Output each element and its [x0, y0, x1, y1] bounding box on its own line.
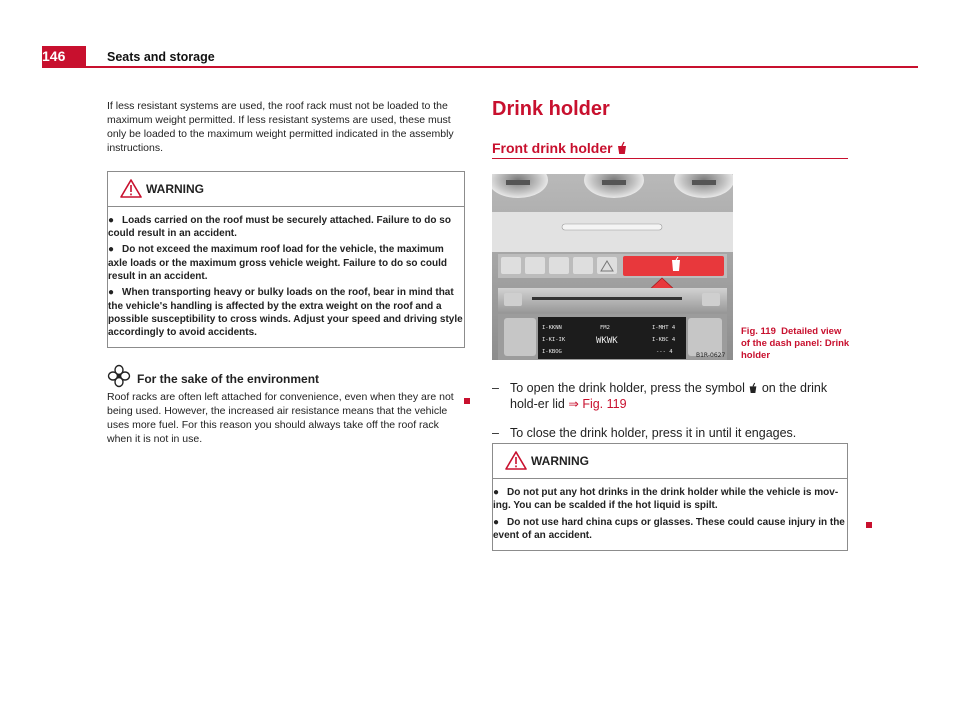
radio-label: I-MHT 4	[652, 325, 676, 331]
left-column	[107, 100, 465, 447]
warning-item: ● Do not put any hot drinks in the drink holder while the vehicle is mov-ing. You can be scalded if the hot liquid is spilt.	[493, 487, 839, 512]
subsection-rule	[492, 158, 848, 159]
warning-triangle-icon	[505, 451, 527, 470]
instruction-steps	[492, 380, 848, 453]
environment-paragraph: Roof racks are often left attached for convenience, even when they are not being used. However, the increased air resistance means that the vehicle uses more fuel. For this reason you should always take off the roof rack when it is not in use.	[107, 391, 454, 446]
environment-header	[107, 366, 465, 390]
warning-item: ● Loads carried on the roof must be securely attached. Failure to do so could result in an accident.	[108, 214, 451, 240]
environment-title: For the sake of the environment	[137, 372, 320, 387]
cup-icon	[748, 382, 758, 394]
radio-label: I-KBC 4	[652, 337, 676, 343]
warning-title: WARNING	[146, 181, 204, 196]
header-rule	[86, 66, 918, 68]
radio-label: I-KI-IK	[542, 337, 566, 343]
section-end-marker	[464, 398, 470, 404]
cup-icon	[616, 141, 628, 155]
environment-section	[107, 366, 465, 447]
section-end-marker	[866, 522, 872, 528]
warning-item: ● Do not exceed the maximum roof load for the vehicle, the maximum axle loads or the maximum gross vehicle weight. Failure to do so could result in an accident.	[108, 244, 447, 282]
warning-list	[493, 479, 847, 550]
figure-caption: Fig. 119 Detailed view of the dash panel: Drink holder	[741, 326, 850, 361]
page-number: 146	[42, 48, 66, 64]
chapter-title: Seats and storage	[107, 50, 215, 64]
warning-triangle-icon	[120, 179, 142, 198]
section-title: Drink holder	[492, 98, 610, 120]
page-header	[0, 0, 960, 72]
flower-icon	[107, 364, 131, 388]
warning-title: WARNING	[531, 454, 589, 468]
warning-item: ● Do not use hard china cups or glasses. These could cause injury in the event of an accident.	[493, 516, 845, 541]
air-vents	[492, 174, 733, 198]
instruction-step: – To open the drink holder, press the symbol on the drink hold-er lid ⇒ Fig. 119	[492, 381, 828, 412]
radio-label: WKWK	[596, 336, 618, 346]
figure-reference-link[interactable]: ⇒ Fig. 119	[568, 397, 627, 412]
dash-panel-figure	[492, 174, 733, 360]
radio-label: --- 4	[656, 349, 673, 355]
radio-label: FM2	[600, 325, 610, 331]
warning-header	[108, 172, 464, 207]
warning-list	[108, 207, 464, 348]
radio-label: I-KKNN	[542, 325, 562, 331]
roof-load-warning-box	[107, 171, 465, 349]
instruction-step: – To close the drink holder, press it in until it engages.	[492, 425, 797, 440]
drink-holder-warning-box	[492, 443, 848, 551]
warning-item: ● When transporting heavy or bulky loads on the roof, bear in mind that the vehicle's handling is affected by the extra weight on the roof and a possible susceptibility to cross winds. Adjust your speed and driving style accordingly to avoid accidents.	[108, 287, 463, 339]
subsection-title: Front drink holder	[492, 140, 628, 156]
right-column	[492, 98, 850, 541]
intro-paragraph: If less resistant systems are used, the roof rack must not be loaded to the maximum weight permitted. If less resistant systems are used, these must only be loaded to the maximum weight permitted indicated in the assembly instructions.	[107, 100, 454, 154]
warning-header	[493, 444, 847, 479]
radio-label: I-KBOG	[542, 349, 562, 355]
figure-code: B1R-0627	[696, 352, 726, 359]
